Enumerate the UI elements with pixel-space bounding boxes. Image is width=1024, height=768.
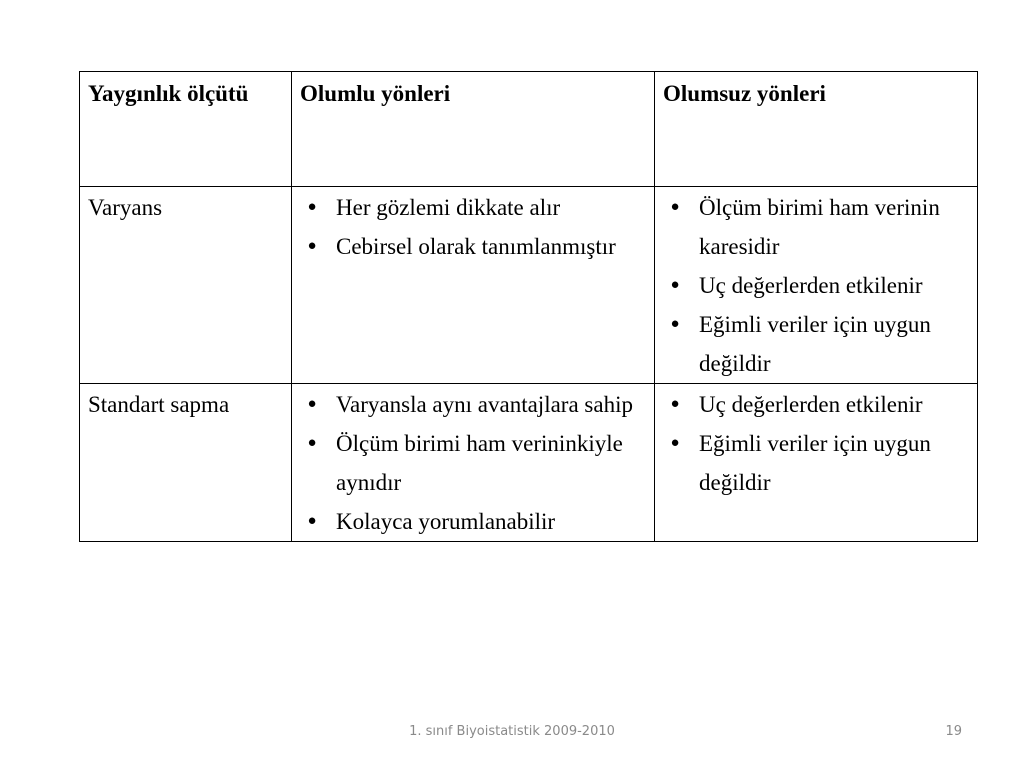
negatives-list: [663, 188, 970, 383]
list-item-text: Ölçüm birimi ham verinin karesidir: [699, 195, 940, 259]
list-item: [300, 227, 647, 266]
row-positives-cell: [292, 384, 655, 542]
table-header-row: [80, 72, 978, 187]
row-negatives-cell: [655, 384, 978, 542]
list-item-text: Kolayca yorumlanabilir: [336, 509, 556, 534]
list-item-text: Her gözlemi dikkate alır: [336, 195, 561, 220]
list-item: [300, 424, 647, 502]
positives-list: [300, 385, 647, 541]
bullet-dot-icon: ●: [307, 396, 317, 412]
list-item-text: Eğimli veriler için uygun değildir: [699, 312, 931, 376]
table-row: [80, 384, 978, 542]
row-negatives-cell: [655, 187, 978, 384]
list-item-text: Uç değerlerden etkilenir: [699, 273, 923, 298]
header-criterion: Yaygınlık ölçütü: [80, 72, 292, 187]
list-item-text: Eğimli veriler için uygun değildir: [699, 431, 931, 495]
header-positives: Olumlu yönleri: [292, 72, 655, 187]
list-item-text: Varyansla aynı avantajlara sahip: [336, 392, 633, 417]
header-negatives: Olumsuz yönleri: [655, 72, 978, 187]
table-row: [80, 187, 978, 384]
bullet-dot-icon: ●: [307, 435, 317, 451]
bullet-dot-icon: ●: [670, 396, 680, 412]
list-item-text: Uç değerlerden etkilenir: [699, 392, 923, 417]
list-item: [663, 266, 970, 305]
slide-footer: 1. sınıf Biyoistatistik 2009-2010: [409, 724, 615, 739]
bullet-dot-icon: ●: [307, 238, 317, 254]
bullet-dot-icon: ●: [670, 277, 680, 293]
slide-page-number: 19: [945, 724, 962, 739]
bullet-dot-icon: ●: [670, 316, 680, 332]
bullet-dot-icon: ●: [307, 513, 317, 529]
dispersion-measures-table: [79, 71, 978, 542]
list-item-text: Cebirsel olarak tanımlanmıştır: [336, 234, 616, 259]
comparison-table-container: [79, 71, 977, 542]
row-criterion: Standart sapma: [80, 384, 292, 542]
list-item: [300, 385, 647, 424]
list-item: [300, 502, 647, 541]
list-item: [300, 188, 647, 227]
row-criterion: Varyans: [80, 187, 292, 384]
positives-list: [300, 188, 647, 266]
list-item: [663, 305, 970, 383]
bullet-dot-icon: ●: [670, 435, 680, 451]
bullet-dot-icon: ●: [307, 199, 317, 215]
negatives-list: [663, 385, 970, 502]
list-item: [663, 424, 970, 502]
list-item: [663, 385, 970, 424]
bullet-dot-icon: ●: [670, 199, 680, 215]
list-item: [663, 188, 970, 266]
row-positives-cell: [292, 187, 655, 384]
list-item-text: Ölçüm birimi ham verininkiyle aynıdır: [336, 431, 623, 495]
